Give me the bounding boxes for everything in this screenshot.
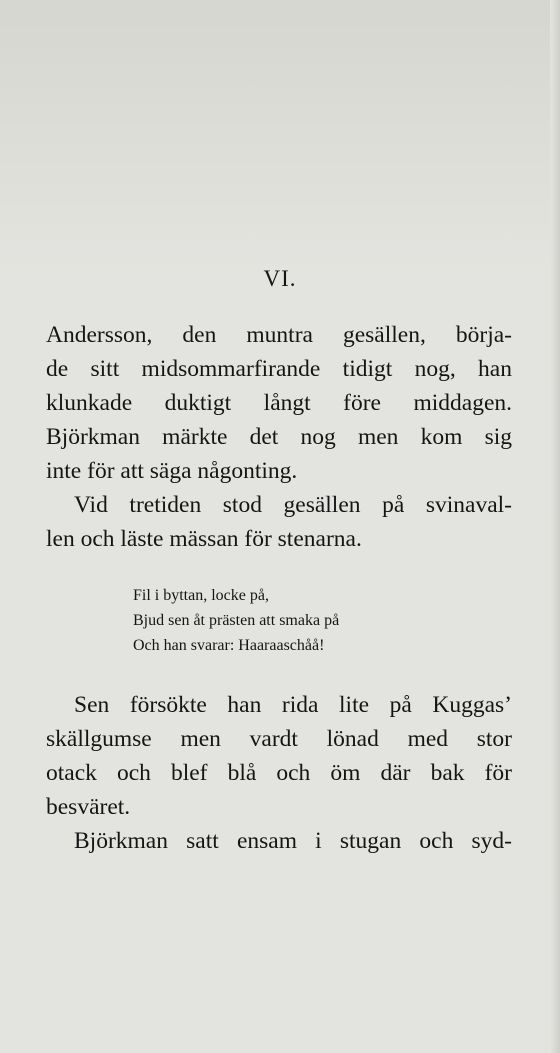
text-line: de sitt midsommarfirande tidigt nog, han: [46, 356, 512, 382]
paragraph-3: [46, 688, 512, 824]
text-line: Vid tretiden stod gesällen på svinaval-: [74, 492, 512, 518]
text-line: skällgumse men vardt lönad med stor: [46, 726, 512, 752]
text-line: inte för att säga någonting.: [46, 458, 298, 484]
chapter-heading: VI.: [263, 266, 297, 291]
verse-line: Bjud sen åt prästen att smaka på: [133, 612, 340, 629]
verse-line: Fil i byttan, locke på,: [133, 587, 269, 604]
page-edge-shadow: [550, 0, 560, 1053]
verse-block: [133, 583, 463, 658]
text-line: Sen försökte han rida lite på Kuggas’: [74, 692, 512, 718]
text-line: len och läste mässan för stenarna.: [46, 526, 362, 552]
text-line: Björkman märkte det nog men kom sig: [46, 424, 512, 450]
text-line: otack och blef blå och öm där bak för: [46, 760, 512, 786]
page-aging-band: [0, 0, 560, 270]
verse-line: Och han svarar: Haaraaschåå!: [133, 637, 325, 654]
text-line: Björkman satt ensam i stugan och syd-: [74, 828, 512, 854]
paragraph-1: [46, 318, 512, 488]
text-line: besväret.: [46, 794, 131, 820]
text-line: klunkade duktigt långt före middagen.: [46, 390, 512, 416]
paragraph-4: [46, 824, 512, 858]
paragraph-2: [46, 488, 512, 556]
text-line: Andersson, den muntra gesällen, börja-: [46, 322, 512, 348]
